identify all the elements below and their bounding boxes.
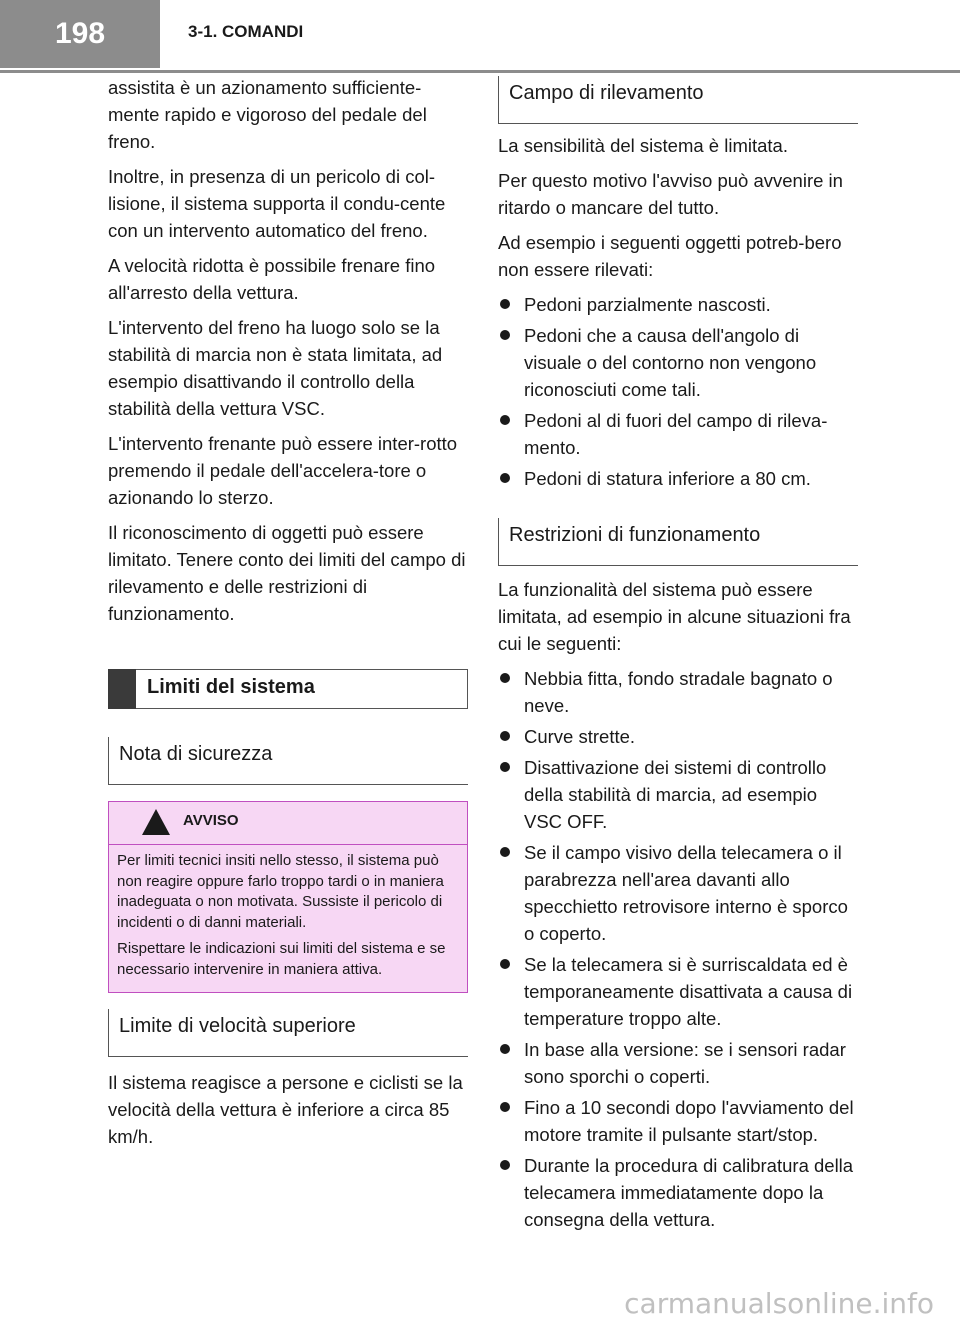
list-item: Disattivazione dei sistemi di controllo della stabilità di marcia, ad esempio VSC OFF. bbox=[498, 754, 858, 835]
detection-list bbox=[498, 291, 858, 492]
paragraph: L'intervento del freno ha luogo solo se la stabilità di marcia non è stata limitata, ad esempio disattivando il controllo della stabilità della vettura VSC. bbox=[108, 317, 443, 419]
paragraph: Il sistema reagisce a persone e ciclisti se la velocità della vettura è inferiore a circa 85 km/h. bbox=[108, 1072, 463, 1147]
left-column bbox=[108, 74, 468, 1158]
list-item: Pedoni parzialmente nascosti. bbox=[498, 291, 858, 318]
paragraph: A velocità ridotta è possibile frenare fino all'arresto della vettura. bbox=[108, 255, 436, 303]
section-title: 3-1. COMANDI bbox=[188, 22, 304, 41]
list-item: Se la telecamera si è surriscaldata ed è temporaneamente disattivata a causa di temperature troppo alte. bbox=[498, 951, 858, 1032]
subheading-restrictions: Restrizioni di funzionamento bbox=[498, 518, 858, 566]
subheading-speed-limit: Limite di velocità superiore bbox=[108, 1009, 468, 1057]
list-item: Fino a 10 secondi dopo l'avviamento del motore tramite il pulsante start/stop. bbox=[498, 1094, 858, 1148]
paragraph: L'intervento frenante può essere inter-rotto premendo il pedale dell'accelera-tore o azionando lo sterzo. bbox=[108, 433, 458, 508]
list-item: Curve strette. bbox=[498, 723, 858, 750]
paragraph: Il riconoscimento di oggetti può essere limitato. Tenere conto dei limiti del campo di rilevamento e delle restrizioni di funzionamento. bbox=[108, 522, 466, 624]
paragraph: La sensibilità del sistema è limitata. bbox=[498, 135, 788, 156]
watermark: carmanualsonline.info bbox=[624, 1287, 934, 1320]
heading-text: Limiti del sistema bbox=[147, 676, 315, 698]
paragraph: Inoltre, in presenza di un pericolo di col-lisione, il sistema supporta il condu-cente con un intervento automatico del freno. bbox=[108, 166, 446, 241]
paragraph: Per questo motivo l'avviso può avvenire in ritardo o mancare del tutto. bbox=[498, 170, 843, 218]
list-item: Durante la procedura di calibratura della telecamera immediatamente dopo la consegna della vettura. bbox=[498, 1152, 858, 1233]
page-number: 198 bbox=[0, 0, 160, 68]
header-divider bbox=[0, 70, 960, 73]
restrictions-list bbox=[498, 665, 858, 1233]
page-header bbox=[0, 0, 960, 72]
list-item: In base alla versione: se i sensori radar sono sporchi o coperti. bbox=[498, 1036, 858, 1090]
heading-marker bbox=[108, 669, 136, 709]
right-column bbox=[498, 76, 858, 1237]
paragraph: assistita è un azionamento sufficiente-mente rapido e vigoroso del pedale del freno. bbox=[108, 77, 427, 152]
list-item: Pedoni di statura inferiore a 80 cm. bbox=[498, 465, 858, 492]
warning-header bbox=[109, 802, 467, 845]
list-item: Pedoni che a causa dell'angolo di visuale o del contorno non vengono riconosciuti come tali. bbox=[498, 322, 858, 403]
heading-system-limits bbox=[108, 669, 468, 709]
list-item: Pedoni al di fuori del campo di rileva-mento. bbox=[498, 407, 858, 461]
list-item: Nebbia fitta, fondo stradale bagnato o neve. bbox=[498, 665, 858, 719]
warning-text: Rispettare le indicazioni sui limiti del sistema e se necessario intervenire in maniera attiva. bbox=[117, 940, 446, 978]
warning-label: AVVISO bbox=[183, 812, 239, 829]
paragraph: Ad esempio i seguenti oggetti potreb-bero non essere rilevati: bbox=[498, 232, 842, 280]
list-item: Se il campo visivo della telecamera o il parabrezza nell'area davanti allo specchietto retrovisore interno è sporco o coperto. bbox=[498, 839, 858, 947]
warning-text: Per limiti tecnici insiti nello stesso, il sistema può non reagire oppure farlo troppo tardi o in maniera inadeguata o non motivata. Sussiste il pericolo di incidenti o di danni materiali. bbox=[117, 852, 444, 931]
warning-triangle-icon bbox=[141, 808, 171, 836]
warning-box bbox=[108, 801, 468, 993]
subheading-safety-note: Nota di sicurezza bbox=[108, 737, 468, 785]
paragraph: La funzionalità del sistema può essere limitata, ad esempio in alcune situazioni fra cui le seguenti: bbox=[498, 579, 851, 654]
subheading-detection: Campo di rilevamento bbox=[498, 76, 858, 124]
